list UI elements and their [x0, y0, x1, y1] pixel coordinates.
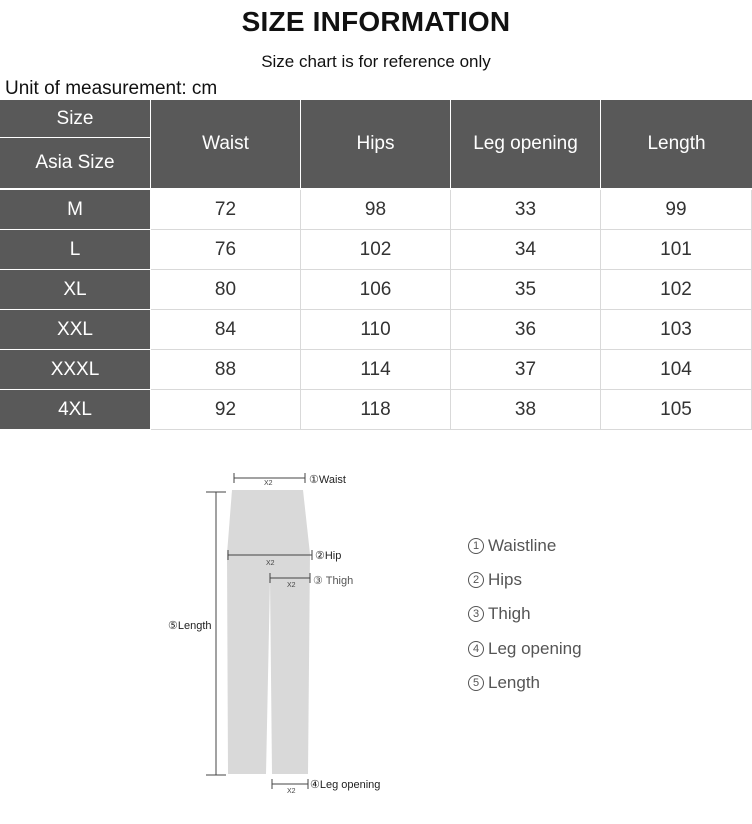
- legend-label: Length: [488, 673, 540, 692]
- cell-leg-opening: 33: [451, 190, 601, 230]
- row-size-xl: XL: [0, 270, 150, 309]
- number-2-icon: 2: [468, 572, 484, 588]
- legend-label: Hips: [488, 570, 523, 589]
- header-asia-size: Asia Size: [0, 138, 150, 188]
- cell-leg-opening: 35: [451, 270, 601, 310]
- header-length: Length: [601, 100, 752, 188]
- cell-length: 99: [601, 190, 752, 230]
- row-size-l: L: [0, 230, 150, 269]
- cell-leg-opening: 38: [451, 390, 601, 430]
- length-label: ⑤Length: [168, 620, 212, 632]
- cell-waist: 80: [151, 270, 301, 310]
- unit-label: Unit of measurement: cm: [5, 78, 218, 99]
- page-title: SIZE INFORMATION: [241, 6, 511, 37]
- header-size: Size: [0, 100, 150, 138]
- cell-hips: 110: [301, 310, 451, 350]
- hip-label: ②Hip: [315, 550, 342, 562]
- legend-item-hips: [468, 570, 522, 590]
- thigh-label: ③ Thigh: [313, 575, 354, 587]
- pants-shape: [227, 490, 310, 774]
- cell-leg-opening: 36: [451, 310, 601, 350]
- leg-opening-label: ④Leg opening: [310, 779, 381, 791]
- legend-label: Leg opening: [488, 639, 582, 658]
- row-size-4xl: 4XL: [0, 390, 150, 429]
- cell-waist: 76: [151, 230, 301, 270]
- cell-leg-opening: 34: [451, 230, 601, 270]
- header-waist: Waist: [151, 100, 300, 188]
- size-table: [0, 100, 752, 430]
- cell-hips: 118: [301, 390, 451, 430]
- legend-item-thigh: [468, 604, 531, 624]
- cell-length: 102: [601, 270, 752, 310]
- number-4-icon: 4: [468, 641, 484, 657]
- cell-hips: 98: [301, 190, 451, 230]
- row-size-xxxl: XXXL: [0, 350, 150, 389]
- cell-hips: 106: [301, 270, 451, 310]
- cell-length: 103: [601, 310, 752, 350]
- cell-length: 105: [601, 390, 752, 430]
- leg-opening-x2: X2: [287, 788, 296, 795]
- cell-length: 104: [601, 350, 752, 390]
- cell-leg-opening: 37: [451, 350, 601, 390]
- cell-hips: 102: [301, 230, 451, 270]
- header-hips: Hips: [301, 100, 450, 188]
- row-size-m: M: [0, 190, 150, 229]
- hip-x2: X2: [266, 560, 275, 567]
- cell-length: 101: [601, 230, 752, 270]
- waist-label: ①Waist: [309, 474, 346, 486]
- waist-x2: X2: [264, 480, 273, 487]
- legend-item-length: [468, 673, 540, 693]
- cell-hips: 114: [301, 350, 451, 390]
- cell-waist: 88: [151, 350, 301, 390]
- cell-waist: 84: [151, 310, 301, 350]
- legend-item-waistline: [468, 536, 556, 556]
- row-size-xxl: XXL: [0, 310, 150, 349]
- thigh-x2: X2: [287, 582, 296, 589]
- cell-waist: 92: [151, 390, 301, 430]
- number-3-icon: 3: [468, 606, 484, 622]
- header-leg-opening: Leg opening: [451, 100, 600, 188]
- pants-diagram: [160, 462, 400, 802]
- cell-waist: 72: [151, 190, 301, 230]
- legend-label: Thigh: [488, 604, 531, 623]
- number-5-icon: 5: [468, 675, 484, 691]
- subtitle: Size chart is for reference only: [261, 52, 491, 71]
- number-1-icon: 1: [468, 538, 484, 554]
- legend-item-leg-opening: [468, 639, 582, 659]
- legend-label: Waistline: [488, 536, 557, 555]
